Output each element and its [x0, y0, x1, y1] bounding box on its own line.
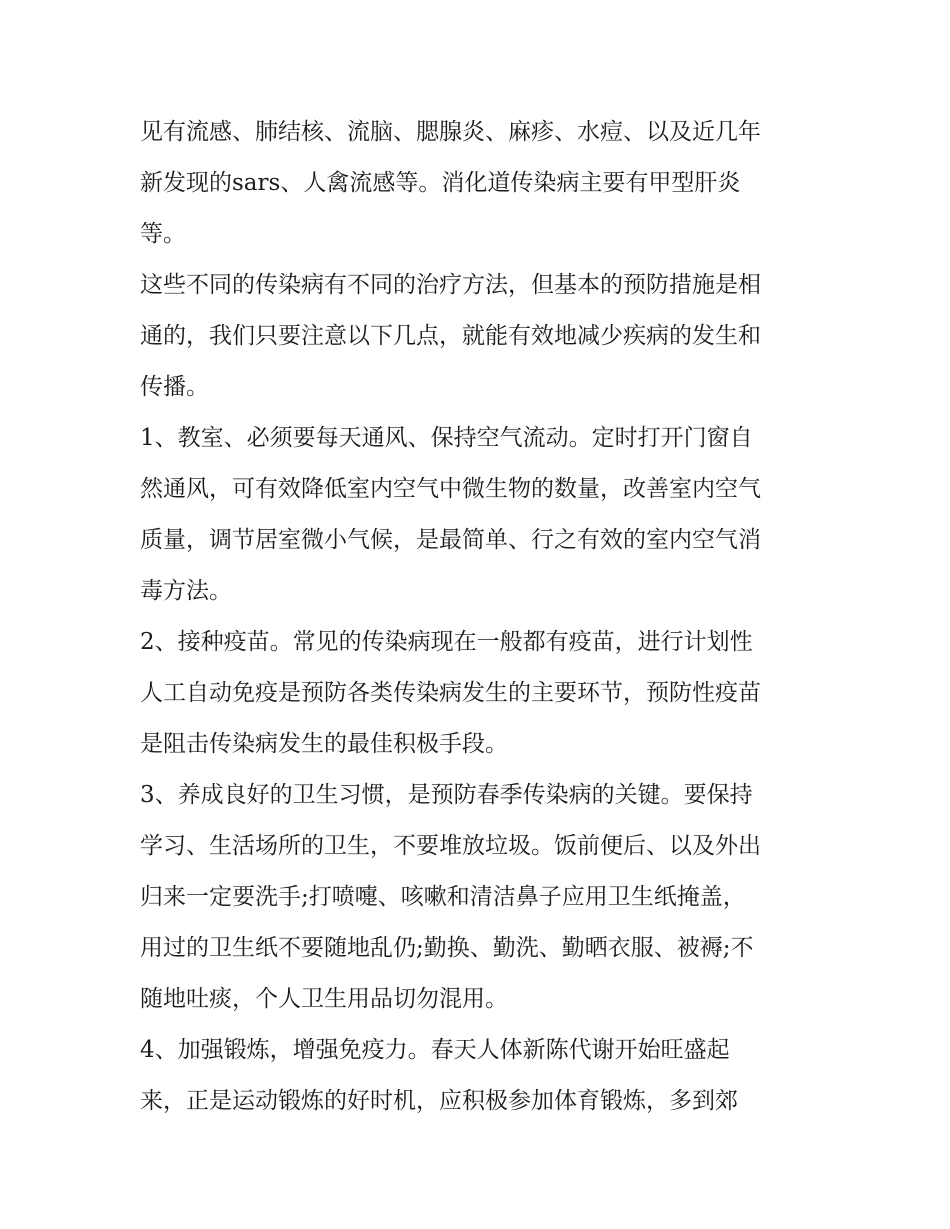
text-line: 新发现的sars、人禽流感等。消化道传染病主要有甲型肝炎: [140, 170, 741, 196]
text-line: 来，正是运动锻炼的好时机，应积极参加体育锻炼，多到郊: [140, 1088, 738, 1114]
text-line: 4、加强锻炼，增强免疫力。春天人体新陈代谢开始旺盛起: [140, 1037, 730, 1063]
text-line: 1、教室、必须要每天通风、保持空气流动。定时打开门窗自: [140, 425, 753, 451]
text-line: 随地吐痰，个人卫生用品切勿混用。: [140, 986, 508, 1012]
document-body: [140, 107, 820, 1127]
text-line: 传播。: [140, 374, 209, 400]
text-line: 学习、生活场所的卫生，不要堆放垃圾。饭前便后、以及外出: [140, 833, 761, 859]
text-line: 人工自动免疫是预防各类传染病发生的主要环节，预防性疫苗: [140, 680, 761, 706]
text-line: 然通风，可有效降低室内空气中微生物的数量，改善室内空气: [140, 476, 761, 502]
text-line: 2、接种疫苗。常见的传染病现在一般都有疫苗，进行计划性: [140, 629, 753, 655]
text-line: 见有流感、肺结核、流脑、腮腺炎、麻疹、水痘、以及近几年: [140, 119, 761, 145]
text-line: 毒方法。: [140, 578, 232, 604]
text-line: 归来一定要洗手;打喷嚏、咳嗽和清洁鼻子应用卫生纸掩盖，: [140, 884, 746, 910]
text-line: 3、养成良好的卫生习惯，是预防春季传染病的关键。要保持: [140, 782, 753, 808]
text-line: 通的，我们只要注意以下几点，就能有效地减少疾病的发生和: [140, 323, 761, 349]
text-line: 等。: [140, 221, 186, 247]
text-line: 是阻击传染病发生的最佳积极手段。: [140, 731, 508, 757]
text-line: 这些不同的传染病有不同的治疗方法，但基本的预防措施是相: [140, 272, 761, 298]
text-line: 用过的卫生纸不要随地乱仍;勤换、勤洗、勤晒衣服、被褥;不: [140, 935, 754, 961]
text-line: 质量，调节居室微小气候，是最简单、行之有效的室内空气消: [140, 527, 761, 553]
